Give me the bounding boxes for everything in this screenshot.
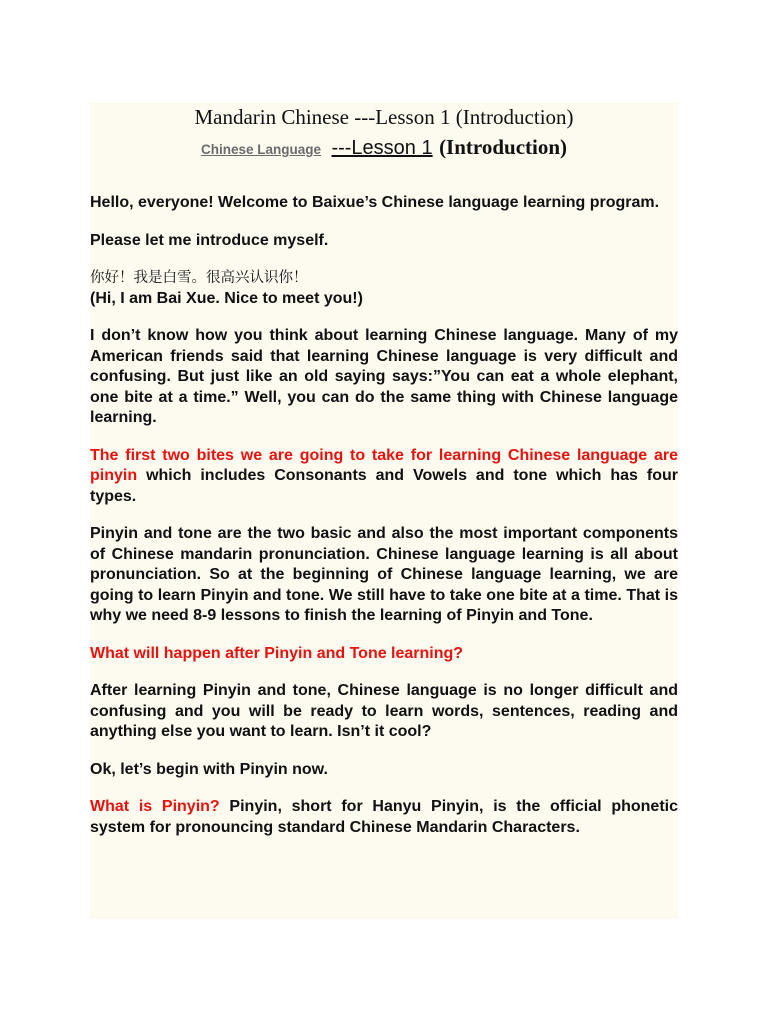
lesson-intro-label: (Introduction) — [439, 135, 568, 159]
document-page — [90, 103, 678, 919]
first-bites-highlight: The first two bites we are going to take for learning Chinese language are pinyin — [90, 446, 678, 484]
greeting-english: (Hi, I am Bai Xue. Nice to meet you!) — [90, 289, 363, 307]
what-is-pinyin-rest: Pinyin, short for Hanyu Pinyin, is the official phonetic system for pronouncing standard Chinese Mandarin Characters. — [90, 798, 678, 836]
paragraph-pinyin-tone: Pinyin and tone are the two basic and also the most important components of Chinese mandarin pronunciation. Chinese language learning is all about pronunciation. So at the beginning of Chinese language learning, we are going to learn Pinyin and tone. We still have to take one bite at a time. That is why we need 8-9 lessons to finish the learning of Pinyin and Tone. — [90, 525, 678, 624]
paragraph-first-bites — [90, 446, 678, 508]
paragraph-after-learning: After learning Pinyin and tone, Chinese language is no longer difficult and confusing and you will be ready to learn words, sentences, reading and anything else you want to learn. Isn’t it cool? — [90, 682, 678, 740]
document-body — [90, 193, 678, 855]
chinese-language-link[interactable]: Chinese Language — [200, 142, 321, 157]
lesson-number: ---Lesson 1 — [331, 137, 433, 159]
paragraph-what-is-pinyin — [90, 797, 678, 838]
first-bites-rest: which includes Consonants and Vowels and tone which has four types. — [90, 467, 678, 505]
lesson-heading — [90, 134, 678, 163]
question-after-pinyin: What will happen after Pinyin and Tone learning? — [90, 644, 464, 662]
paragraph-welcome: Hello, everyone! Welcome to Baixue’s Chinese language learning program. — [90, 194, 660, 211]
greeting-chinese: 你好！我是白雪。很高兴认识你！ — [90, 270, 308, 286]
paragraph-elephant: I don’t know how you think about learning Chinese language. Many of my American friends said that learning Chinese language is very difficult and confusing. But just like an old saying says:”You can eat a whole elephant, one bite at a time.” Well, you can do the same thing with Chinese language learning. — [90, 327, 678, 426]
page-title: Mandarin Chinese ---Lesson 1 (Introduction) — [194, 105, 574, 129]
paragraph-greeting — [90, 268, 678, 309]
paragraph-introduce: Please let me introduce myself. — [90, 231, 329, 249]
paragraph-begin: Ok, let’s begin with Pinyin now. — [90, 760, 328, 778]
what-is-pinyin-highlight: What is Pinyin? — [90, 798, 220, 815]
